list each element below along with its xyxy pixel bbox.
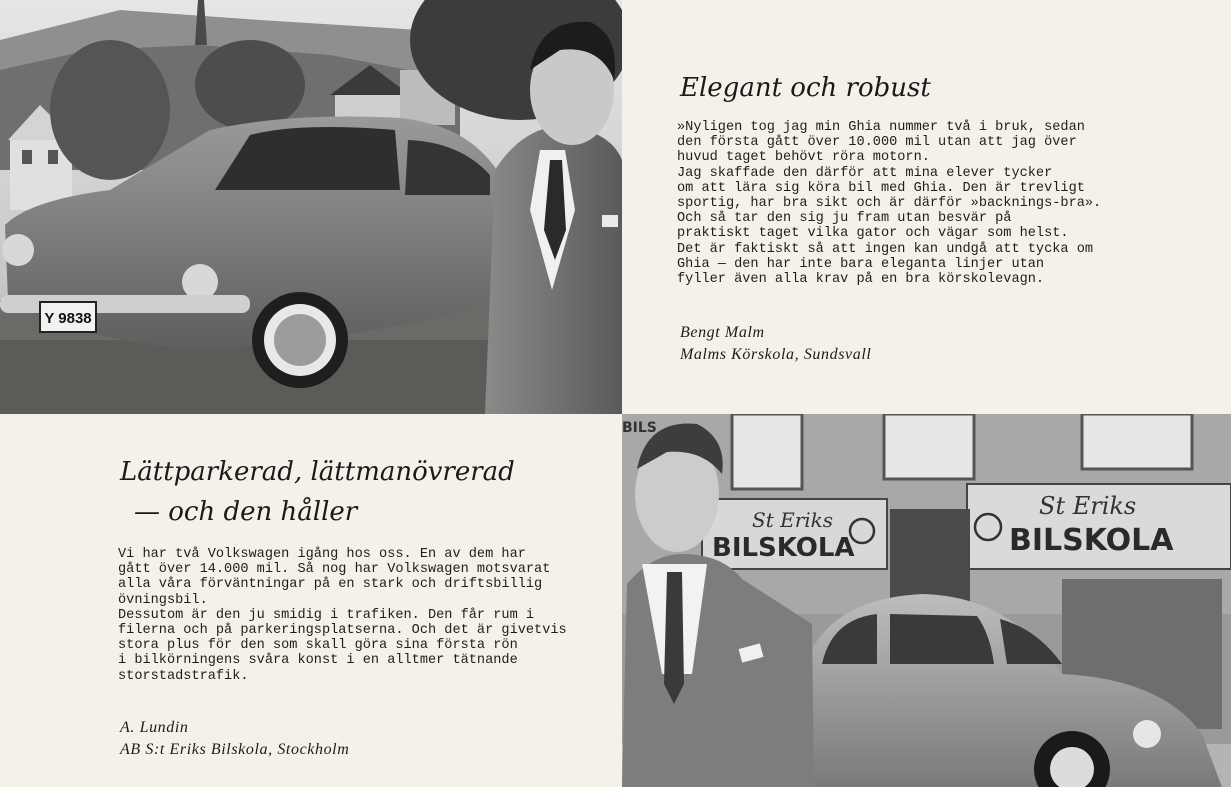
author-company: Malms Körskola, Sundsvall: [680, 346, 872, 363]
sign-right-text: BILSKOLA: [1009, 523, 1174, 558]
sign-left-text: BILSKOLA: [712, 533, 855, 563]
sign-edge-text: BILS: [622, 420, 657, 436]
testimonial-paragraph-bottom: Vi har två Volkswagen igång hos oss. En av dem har gått över 14.000 mil. Så nog har Volkswagen motsvarat alla våra förväntningar på en stark och driftsbillig övningsbil. Dessutom är den ju smidig i trafiken. Den får rum i filerna och på parkeringsplatserna. Och det är givetvis stora plus för den som skall göra sina första rön i bilkörningens svåra konst i en alltmer tätnande storstadstrafik.: [118, 547, 567, 684]
author-name: Bengt Malm: [680, 324, 765, 341]
author-name: A. Lundin: [120, 719, 189, 736]
heading-line-1: Lättparkerad, lättmanövrerad: [120, 457, 515, 487]
heading-lattparkerad: [120, 452, 515, 532]
signature-bottom: [120, 717, 349, 761]
signature-top: [680, 322, 871, 366]
photo-ghia-and-owner: [0, 0, 622, 414]
sign-left-script: St Eriks: [752, 508, 834, 532]
author-company: AB S:t Eriks Bilskola, Stockholm: [120, 741, 350, 758]
heading-line-2: — och den håller: [134, 497, 358, 527]
photo-beetle-and-owner: [622, 414, 1231, 787]
license-plate: Y 9838: [44, 310, 92, 327]
sign-right-script: St Eriks: [1039, 492, 1137, 520]
heading-elegant-och-robust: Elegant och robust: [680, 73, 931, 103]
testimonial-paragraph-top: »Nyligen tog jag min Ghia nummer två i bruk, sedan den första gått över 10.000 mil utan att jag över huvud taget behövt röra motorn. Jag skaffade den därför att mina elever tycker om att lära sig köra bil med Ghia. Den är trevligt sportig, har bra sikt och är därför »backnings-bra». Och så tar den sig ju fram utan besvär på praktiskt taget vilka gator och vägar som helst. Det är faktiskt så att ingen kan undgå att tycka om Ghia — den har inte bara eleganta linjer utan fyller även alla krav på en bra körskolevagn.: [677, 120, 1102, 288]
